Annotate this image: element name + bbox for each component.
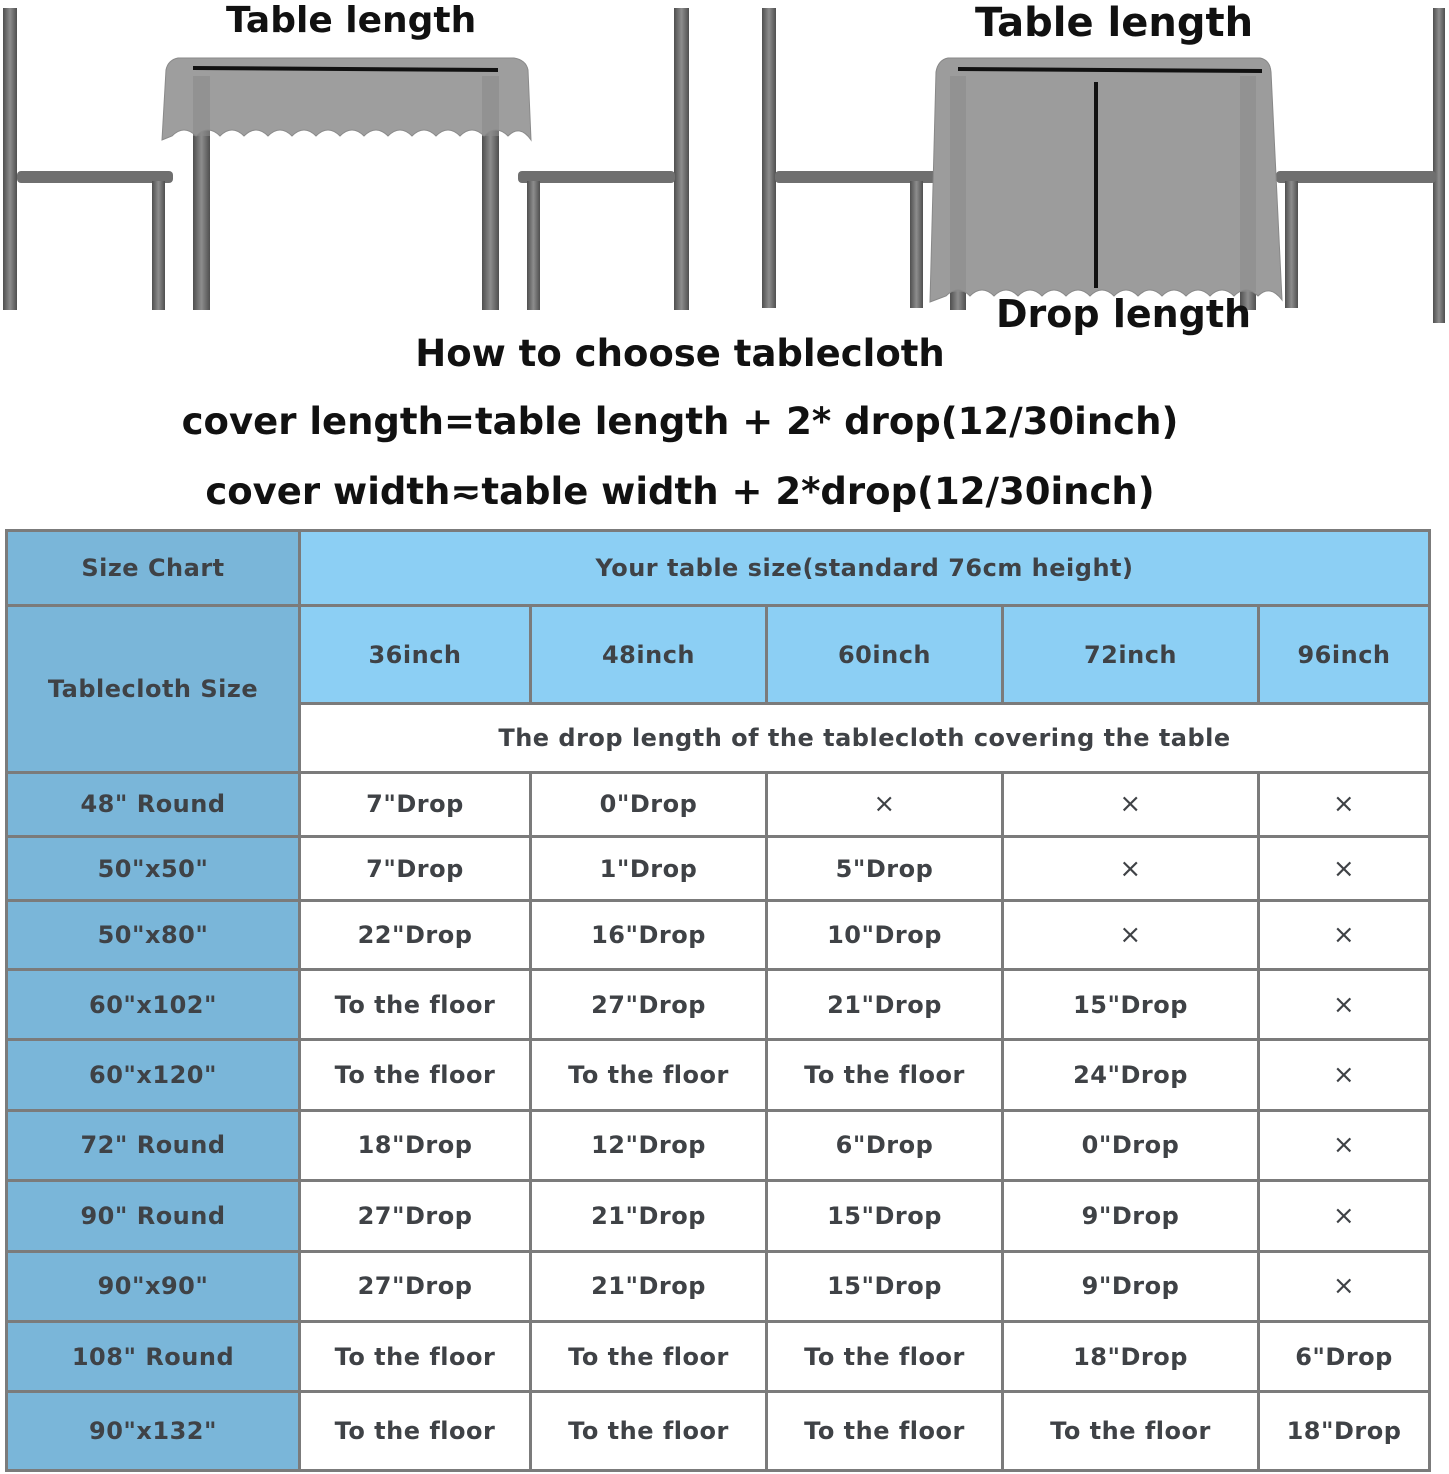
not-applicable-cell: × — [1259, 1251, 1430, 1321]
drop-cell: 9"Drop — [1003, 1251, 1259, 1321]
drop-cell: 24"Drop — [1003, 1040, 1259, 1110]
drop-cell: To the floor — [767, 1321, 1003, 1391]
drop-cell: 10"Drop — [767, 901, 1003, 969]
cover-length-formula: cover length=table length + 2* drop(12/30inch) — [181, 400, 1179, 443]
table-row — [7, 901, 1430, 969]
not-applicable-cell: × — [1003, 901, 1259, 969]
drop-cell: To the floor — [300, 1040, 531, 1110]
table-length-line — [193, 68, 498, 70]
tablecloth-shape — [930, 58, 1282, 302]
not-applicable-cell: × — [1003, 836, 1259, 900]
right-chair-icon — [1276, 8, 1445, 323]
tablecloth-illustrations — [0, 0, 1449, 340]
drop-cell: 21"Drop — [531, 1181, 767, 1251]
table-row — [7, 1392, 1430, 1471]
drop-length-subheader: The drop length of the tablecloth covering the table — [300, 704, 1430, 772]
drop-cell: 6"Drop — [1259, 1321, 1430, 1391]
drop-cell: 9"Drop — [1003, 1181, 1259, 1251]
not-applicable-cell: × — [767, 772, 1003, 836]
long-drop-illustration — [762, 8, 1445, 323]
drop-cell: 27"Drop — [531, 969, 767, 1039]
drop-cell: 5"Drop — [767, 836, 1003, 900]
drop-cell: 0"Drop — [531, 772, 767, 836]
table-size-header: Your table size(standard 76cm height) — [300, 531, 1430, 606]
tablecloth-size-cell: 90"x132" — [7, 1392, 300, 1471]
tablecloth-size-cell: 90"x90" — [7, 1251, 300, 1321]
table-row — [7, 1181, 1430, 1251]
tablecloth-size-cell: 72" Round — [7, 1110, 300, 1180]
tablecloth-size-cell: 60"x120" — [7, 1040, 300, 1110]
drop-cell: 15"Drop — [767, 1251, 1003, 1321]
column-header: 48inch — [531, 606, 767, 704]
right-chair-icon — [518, 8, 689, 310]
left-chair-icon — [3, 8, 173, 310]
table-length-label-right: Table length — [975, 0, 1254, 46]
drop-cell: 22"Drop — [300, 901, 531, 969]
tablecloth-size-cell: 50"x50" — [7, 836, 300, 900]
cover-width-formula: cover width≂table width + 2*drop(12/30inch) — [205, 470, 1155, 513]
table-length-line — [958, 69, 1262, 71]
drop-cell: To the floor — [531, 1040, 767, 1110]
drop-cell: 18"Drop — [1259, 1392, 1430, 1471]
tablecloth-size-cell: 60"x102" — [7, 969, 300, 1039]
drop-cell: 7"Drop — [300, 836, 531, 900]
not-applicable-cell: × — [1259, 901, 1430, 969]
drop-cell: 7"Drop — [300, 772, 531, 836]
drop-cell: 27"Drop — [300, 1251, 531, 1321]
not-applicable-cell: × — [1259, 1110, 1430, 1180]
drop-cell: 0"Drop — [1003, 1110, 1259, 1180]
short-drop-illustration — [3, 8, 689, 310]
tablecloth-size-cell: 50"x80" — [7, 901, 300, 969]
drop-cell: 12"Drop — [531, 1110, 767, 1180]
drop-cell: To the floor — [1003, 1392, 1259, 1471]
left-chair-icon — [762, 8, 937, 308]
table-length-label-left: Table length — [226, 0, 477, 41]
drop-length-label: Drop length — [996, 292, 1252, 336]
column-header: 60inch — [767, 606, 1003, 704]
not-applicable-cell: × — [1259, 969, 1430, 1039]
not-applicable-cell: × — [1259, 1181, 1430, 1251]
not-applicable-cell: × — [1259, 772, 1430, 836]
drop-cell: To the floor — [767, 1040, 1003, 1110]
drop-cell: To the floor — [300, 969, 531, 1039]
size-chart-table — [5, 529, 1431, 1472]
drop-cell: To the floor — [300, 1392, 531, 1471]
drop-cell: 1"Drop — [531, 836, 767, 900]
drop-cell: To the floor — [300, 1321, 531, 1391]
tablecloth-size-cell: 108" Round — [7, 1321, 300, 1391]
not-applicable-cell: × — [1003, 772, 1259, 836]
column-header: 72inch — [1003, 606, 1259, 704]
drop-cell: To the floor — [531, 1321, 767, 1391]
drop-cell: 27"Drop — [300, 1181, 531, 1251]
drop-cell: To the floor — [531, 1392, 767, 1471]
size-chart-corner: Size Chart — [7, 531, 300, 606]
column-header: 36inch — [300, 606, 531, 704]
table-row — [7, 1110, 1430, 1180]
table-row — [7, 836, 1430, 900]
tablecloth-size-cell: 48" Round — [7, 772, 300, 836]
drop-cell: 15"Drop — [1003, 969, 1259, 1039]
drop-cell: 16"Drop — [531, 901, 767, 969]
column-header: 96inch — [1259, 606, 1430, 704]
drop-cell: 18"Drop — [1003, 1321, 1259, 1391]
drop-cell: 21"Drop — [531, 1251, 767, 1321]
drop-cell: 15"Drop — [767, 1181, 1003, 1251]
page-title: How to choose tablecloth — [415, 332, 945, 375]
drop-cell: 6"Drop — [767, 1110, 1003, 1180]
drop-cell: 21"Drop — [767, 969, 1003, 1039]
drop-cell: 18"Drop — [300, 1110, 531, 1180]
not-applicable-cell: × — [1259, 836, 1430, 900]
table-row — [7, 969, 1430, 1039]
table-row — [7, 1040, 1430, 1110]
not-applicable-cell: × — [1259, 1040, 1430, 1110]
table-row — [7, 1251, 1430, 1321]
table-row — [7, 772, 1430, 836]
drop-cell: To the floor — [767, 1392, 1003, 1471]
table-row — [7, 1321, 1430, 1391]
tablecloth-size-header: Tablecloth Size — [7, 606, 300, 772]
tablecloth-size-cell: 90" Round — [7, 1181, 300, 1251]
